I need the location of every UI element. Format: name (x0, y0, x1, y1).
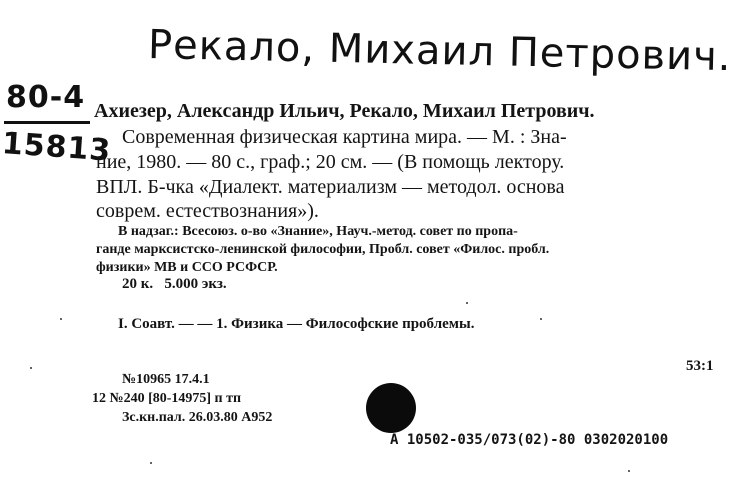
speck (466, 302, 468, 304)
classification-code: 53:1 (686, 358, 714, 374)
order-line: 12 №240 [80-14975] п тп (92, 391, 242, 406)
subject-tracings: I. Соавт. — — 1. Физика — Философские проблемы. (118, 316, 475, 332)
description-line: ВПЛ. Б-чка «Диалект. материализм — методол. основа (96, 176, 565, 198)
speck (60, 318, 62, 320)
shelfmark-divider (4, 121, 90, 124)
order-line: №10965 17.4.1 (122, 372, 210, 387)
description-line: Современная физическая картина мира. — М. : Зна- (122, 126, 567, 148)
note-line: физики» МВ и ССО РСФСР. (96, 260, 278, 275)
speck (30, 367, 32, 369)
note-line: В надзаг.: Всесоюз. о-во «Знание», Науч.-метод. совет по пропа- (118, 224, 518, 239)
note-line: ганде марксистско-ленинской философии, Пробл. совет «Филос. пробл. (96, 242, 550, 257)
handwritten-heading: Рекало, Михаил Петрович. (147, 22, 732, 81)
description-line: ние, 1980. — 80 с., граф.; 20 см. — (В помощь лектору. (96, 151, 565, 173)
shelfmark-bottom: 15813 (0, 126, 113, 169)
order-line: Зс.кн.пал. 26.03.80 А952 (122, 410, 273, 425)
speck (540, 318, 542, 320)
price-and-print-run: 20 к. 5.000 экз. (122, 276, 227, 292)
shelfmark-top: 80-4 (6, 80, 86, 115)
description-line: соврем. естествознания»). (96, 200, 319, 222)
entry-heading: Ахиезер, Александр Ильич, Рекало, Михаил Петрович. (94, 100, 595, 122)
speck (628, 470, 630, 472)
index-code: А 10502-035/073(02)-80 0302020100 (390, 432, 669, 448)
punch-hole (366, 383, 416, 433)
speck (150, 462, 152, 464)
